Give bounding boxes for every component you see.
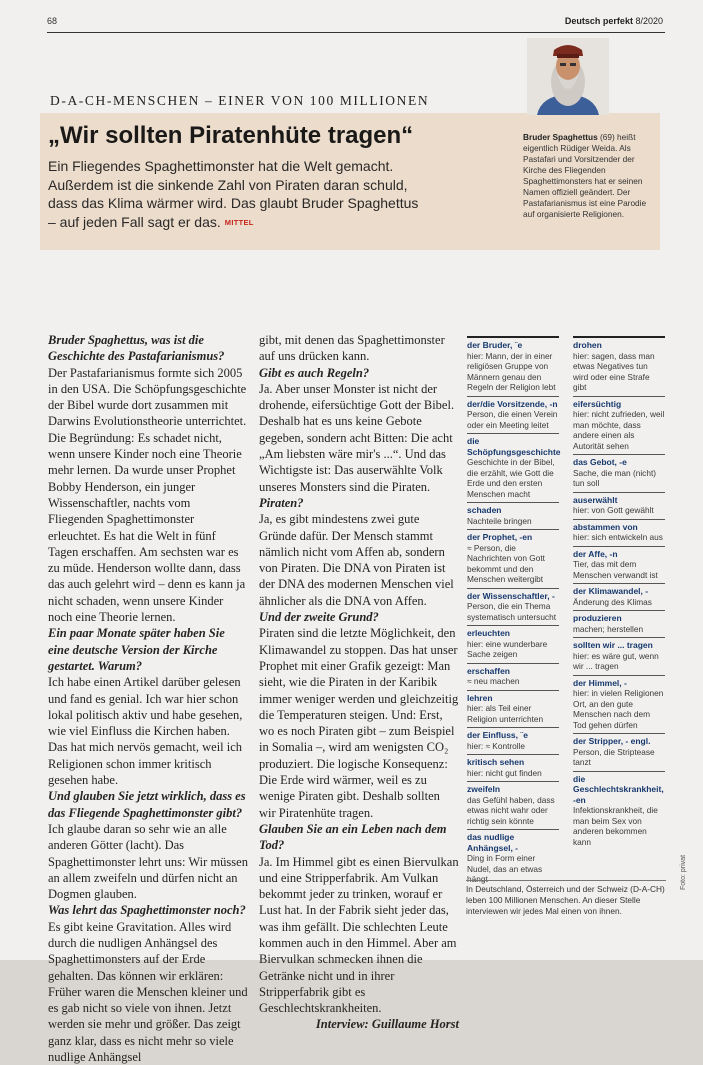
glossary-entry xyxy=(573,771,665,851)
glossary-definition: Person, die ein Thema systematisch untersucht xyxy=(467,601,556,622)
glossary-entry xyxy=(467,625,559,663)
interview-answer: Ja. Im Himmel gibt es einen Biervulkan und eine Stripperfabrik. Am Vulkan bekommt jeder zu trinken, worauf er Lust hat. In der Fabrik sieht jeder das, was ihm gefällt. Die schlechten Leute kommen auch in den Himmel. Aber am Biervulkan schmecken ihnen die Getränke nicht und in ihrer Stripperfabrik gibt es Geschlechtskrankheiten. xyxy=(259,854,459,1016)
glossary-term: die Geschlechtskrankheit, -en xyxy=(573,773,664,805)
glossary-entry xyxy=(573,454,665,492)
bio-name: Bruder Spaghettus xyxy=(523,132,598,142)
interview-question: Bruder Spaghettus, was ist die Geschichte des Pastafarianismus? xyxy=(48,333,225,364)
glossary-entry xyxy=(573,675,665,734)
interview-signature: Interview: Guillaume Horst xyxy=(315,1017,459,1032)
article-column-1 xyxy=(48,332,248,1065)
interview-answer: Ja, es gibt mindestens zwei gute Gründe dafür. Der Mensch stammt nämlich nicht vom Affen ab, sondern von Piraten. Die DNA von Piraten ist der DNA des modernen Menschen viel ähnlicher als die DNA von Affen. xyxy=(259,512,454,608)
bio-text xyxy=(523,132,651,220)
glossary-entry xyxy=(573,637,665,675)
interview-answer: Piraten sind die letzte Möglichkeit, den Klimawandel zu stoppen. Das hat unser Prophet mit einer Grafik gezeigt: Man sieht, wie die Piraten in der Karibik immer weniger werden und gleichzeitig die Temperaturen steigen. Und: Erst, wo es noch Piraten gibt – zum Beispiel in Somalia –, wird am wenigsten CO₂ produziert. Die logische Konsequenz: Die Erde wird wärmer, weil es zu wenige Piraten gibt. Deshalb sollten wir Piratenhüte tragen. xyxy=(259,626,459,820)
glossary-definition: ≈ Person, die Nachrichten von Gott bekommt und den Menschen weitergibt xyxy=(467,542,545,584)
glossary-definition: hier: als Teil einer Religion unterrichten xyxy=(467,703,544,724)
interview-question: Und der zweite Grund? xyxy=(259,610,379,625)
glossary-term: der/die Vorsitzende, -n xyxy=(467,398,558,409)
glossary-term: zweifeln xyxy=(467,784,501,794)
glossary-entry xyxy=(573,583,665,610)
glossary-definition: Person, die einen Verein oder ein Meeting leitet xyxy=(467,409,558,430)
glossary-column-1 xyxy=(467,336,559,888)
glossary-definition: hier: in vielen Religionen Ort, an den gute Menschen nach dem Tod gehen dürfen xyxy=(573,688,664,730)
glossary-definition: Ding in Form einer Nudel, das an etwas hängt xyxy=(467,853,543,884)
glossary-entry xyxy=(467,529,559,588)
glossary-entry xyxy=(467,829,559,888)
glossary-entry xyxy=(573,733,665,771)
glossary-definition: hier: es wäre gut, wenn wir ... tragen xyxy=(573,650,659,671)
glossary-term: sollten wir ... tragen xyxy=(573,640,653,650)
glossary-entry xyxy=(573,519,665,546)
glossary-term: erleuchten xyxy=(467,628,510,638)
bio-body: (69) heißt eigentlich Rüdiger Weida. Als Pastafari und Vorsitzender der Kirche des Fliegenden Spaghettimonsters hat er seinen Namen offiziell geändert. Der Pastafarianismus ist eine Parodie auf organisierte Religionen. xyxy=(523,132,647,219)
glossary-definition: hier: nicht zufrieden, weil man möchte, dass andere einen als Autorität sehen xyxy=(573,409,665,451)
glossary-term: der Prophet, -en xyxy=(467,532,533,542)
glossary-definition: hier: ≈ Kontrolle xyxy=(467,740,526,751)
glossary-term: erschaffen xyxy=(467,665,510,676)
glossary-definition: Person, die Striptease tanzt xyxy=(573,746,655,767)
glossary-entry xyxy=(467,336,559,396)
interview-answer: gibt, mit denen das Spaghettimonster auf uns drücken kann. xyxy=(259,333,445,364)
glossary-term: der Stripper, - engl. xyxy=(573,736,651,746)
glossary-term: lehren xyxy=(467,692,493,703)
glossary-definition: machen; herstellen xyxy=(573,623,644,634)
glossary-term: das nudlige Anhängsel, - xyxy=(467,832,519,853)
glossary-entry xyxy=(467,663,559,690)
interview-question: Ein paar Monate später haben Sie eine deutsche Version der Kirche gestartet. Warum? xyxy=(48,626,225,673)
glossary-term: der Wissenschaftler, - xyxy=(467,590,555,601)
page-number: 68 xyxy=(47,16,58,26)
interview-question: Glauben Sie an ein Leben nach dem Tod? xyxy=(259,821,447,853)
glossary-entry xyxy=(467,754,559,781)
interview-answer: Der Pastafarianismus formte sich 2005 in den USA. Die Schöpfungsgeschichte der Bibel wurde dort zusammen mit Darwins Evolutionstheorie unterrichtet. Die Begründung: Es schadet nicht, wenn unsere Kinder noch eine Theorie mehr lernen. Da wurde unser Prophet Bobby Henderson, ein junger Wissenschaftler, nachts vom Fliegenden Spaghettimonster erleuchtet. Es hat die Welt in fünf Tagen erschaffen. Am sechsten war es zu müde. Henderson wollte dann, dass das auch gelehrt wird – denn es kann ja nicht schaden, wenn unsere Kinder noch eine Theorie lernen. xyxy=(48,365,247,625)
glossary-definition: hier: eine wunderbare Sache zeigen xyxy=(467,638,548,659)
glossary-term: der Affe, -n xyxy=(573,548,618,559)
glossary-term: eifersüchtig xyxy=(573,398,622,409)
glossary-term: drohen xyxy=(573,340,602,350)
glossary-entry xyxy=(573,546,665,584)
glossary-definition: das Gefühl haben, dass etwas nicht wahr oder richtig sein könnte xyxy=(467,794,555,826)
glossary-entry xyxy=(467,781,559,829)
glossary-entry xyxy=(467,433,559,502)
article-title: „Wir sollten Piratenhüte tragen“ xyxy=(48,122,414,149)
glossary-definition: Sache, die man (nicht) tun soll xyxy=(573,467,657,488)
interview-answer: Ich glaube daran so sehr wie an alle anderen Götter (lacht). Das Spaghettimonster lehrt uns: Wir müssen an allem zweifeln und dürfen nicht an Dogmen glauben. xyxy=(48,821,248,902)
glossary-definition: Geschichte in der Bibel, die erzählt, wie Gott die Erde und den ersten Menschen macht xyxy=(467,457,555,499)
portrait-photo xyxy=(527,38,609,115)
glossary-term: der Klimawandel, - xyxy=(573,586,649,596)
glossary-definition: ≈ neu machen xyxy=(467,676,520,686)
interview-question: Was lehrt das Spaghettimonster noch? xyxy=(48,903,246,918)
interview-question: Piraten? xyxy=(259,495,304,510)
glossary-entry xyxy=(467,690,559,728)
glossary-entry xyxy=(573,610,665,637)
glossary-definition: hier: sich entwickeln aus xyxy=(573,532,663,542)
photo-credit: Foto: privat xyxy=(680,854,687,890)
magazine-header xyxy=(565,16,663,26)
glossary-definition: hier: Mann, der in einer religiösen Gruppe von Männern genau den Regeln der Religion lebt xyxy=(467,350,556,392)
issue-number: 8/2020 xyxy=(635,16,663,26)
interview-question: Und glauben Sie jetzt wirklich, dass es das Fliegende Spaghettimonster gibt? xyxy=(48,789,246,820)
series-footnote: In Deutschland, Österreich und der Schweiz (D-A-CH) leben 100 Millionen Menschen. An dieser Stelle interviewen wir jedes Mal einen von ihnen. xyxy=(466,880,666,917)
glossary-term: der Himmel, - xyxy=(573,677,627,688)
interview-question: Gibt es auch Regeln? xyxy=(259,365,370,380)
glossary-definition: Infektionskrankheit, die man beim Sex von anderen bekommen kann xyxy=(573,805,658,847)
glossary-definition: Tier, das mit dem Menschen verwandt ist xyxy=(573,559,658,580)
glossary-definition: hier: nicht gut finden xyxy=(467,767,542,778)
glossary-entry xyxy=(467,502,559,529)
interview-answer: Es gibt keine Gravitation. Alles wird durch die nudligen Anhängsel des Spaghettimonsters auf der Erde gehalten. Das können wir erklären: Früher waren die Menschen kleiner und es gab nicht so viele von ihnen. Jetzt werden sie mehr und größer. Das zeigt ganz klar, dass es nicht mehr so viele nudlige Anhängsel xyxy=(48,919,248,1065)
glossary-column-2 xyxy=(573,336,665,850)
glossary-entry xyxy=(573,336,665,396)
glossary-definition: hier: sagen, dass man etwas Negatives tun wird oder eine Strafe gibt xyxy=(573,350,655,392)
lead-text: Ein Fliegendes Spaghettimonster hat die Welt gemacht. Außerdem ist die sinkende Zahl von Piraten daran schuld, dass das Klima wärmer wird. Das glaubt Bruder Spaghettus – auf jeden Fall sagt er das. xyxy=(48,158,419,230)
glossary-term: produzieren xyxy=(573,613,622,623)
glossary-entry xyxy=(573,492,665,519)
glossary-term: die Schöpfungsgeschichte xyxy=(467,436,561,457)
glossary-term: kritisch sehen xyxy=(467,757,525,767)
glossary-entry xyxy=(467,588,559,626)
interview-answer: Ja. Aber unser Monster ist nicht der drohende, eifersüchtige Gott der Bibel. Deshalb hat es uns keine Gebote gegeben, sondern acht Bitten: Die acht „Am liebsten wäre mir's ...“. Und das Wichtigste ist: Das auserwählte Volk unseres Monsters sind die Piraten. xyxy=(259,381,455,494)
article-column-2 xyxy=(259,332,459,1033)
section-kicker: D-A-CH-MENSCHEN – EINER VON 100 MILLIONEN xyxy=(50,93,430,108)
glossary-definition: Änderung des Klimas xyxy=(573,596,652,607)
glossary-term: der Bruder, ¨e xyxy=(467,340,523,350)
glossary-term: das Gebot, -e xyxy=(573,457,627,467)
glossary-term: auserwählt xyxy=(573,494,618,505)
glossary-entry xyxy=(573,396,665,455)
glossary-term: abstammen von xyxy=(573,521,638,532)
glossary-definition: Nachteile bringen xyxy=(467,515,532,526)
glossary-entry xyxy=(467,396,559,434)
header-rule xyxy=(47,32,665,33)
glossary-definition: hier: von Gott gewählt xyxy=(573,505,654,515)
magazine-name: Deutsch perfekt xyxy=(564,16,633,26)
article-lead xyxy=(48,157,424,231)
glossary-term: schaden xyxy=(467,505,502,515)
glossary-term: der Einfluss, ¨e xyxy=(467,730,528,740)
level-badge: MITTEL xyxy=(224,217,254,227)
interview-answer: Ich habe einen Artikel darüber gelesen und fand es genial. Ich war hier schon lokal politisch aktiv und habe gesehen, wie viel Einfluss die Kirchen haben. Das hat mich nervös gemacht, weil ich Religionen schon immer kritisch gesehen habe. xyxy=(48,675,243,788)
glossary-entry xyxy=(467,727,559,754)
